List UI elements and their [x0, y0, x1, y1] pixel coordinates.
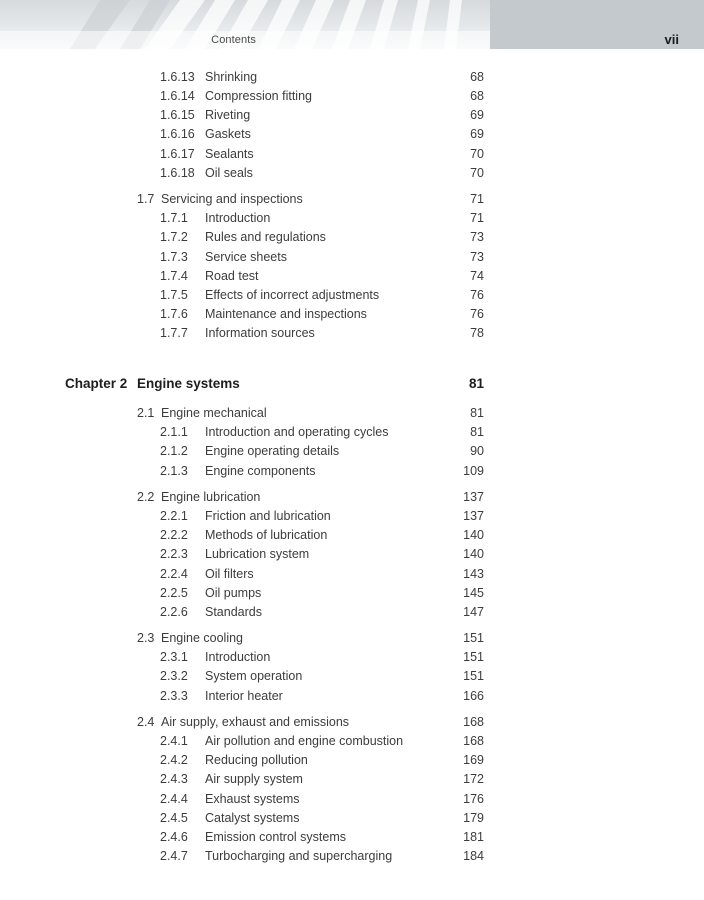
- toc-section: [0, 713, 704, 731]
- entry-page: 140: [463, 528, 484, 542]
- entry-title: Rules and regulations: [205, 230, 326, 244]
- entry-number: 2.2.4: [160, 567, 188, 581]
- entry-title: Standards: [205, 605, 262, 619]
- toc-entry: [0, 809, 704, 827]
- entry-page: 145: [463, 586, 484, 600]
- toc-entry: [0, 847, 704, 865]
- entry-title: Air pollution and engine combustion: [205, 734, 404, 748]
- entry-title: Lubrication system: [205, 547, 310, 561]
- entry-title: Emission control systems: [205, 830, 347, 844]
- entry-number: 2.4.1: [160, 734, 188, 748]
- entry-number: 1.6.13: [160, 70, 195, 84]
- entry-title: Sealants: [205, 147, 254, 161]
- entry-number: 2.1.3: [160, 464, 188, 478]
- entry-title: Exhaust systems: [205, 792, 300, 806]
- entry-page: 70: [470, 147, 484, 161]
- entry-page: 68: [470, 70, 484, 84]
- entry-page: 109: [463, 464, 484, 478]
- entry-page: 78: [470, 326, 484, 340]
- toc-entry: [0, 526, 704, 544]
- entry-number: 1.6.15: [160, 108, 195, 122]
- toc-entry: [0, 125, 704, 143]
- entry-number: 1.7.7: [160, 326, 188, 340]
- toc-entry: [0, 687, 704, 705]
- entry-title: Reducing pollution: [205, 753, 308, 767]
- entry-page: 69: [470, 127, 484, 141]
- entry-page: 70: [470, 166, 484, 180]
- entry-number: 2.1.1: [160, 425, 188, 439]
- entry-number: 2.2.6: [160, 605, 188, 619]
- toc-entry: [0, 565, 704, 583]
- toc-section: [0, 629, 704, 647]
- toc-entry: [0, 507, 704, 525]
- entry-number: 1.7.5: [160, 288, 188, 302]
- entry-page: 181: [463, 830, 484, 844]
- toc-section: [0, 190, 704, 208]
- toc-entry: [0, 667, 704, 685]
- entry-page: 74: [470, 269, 484, 283]
- section-title: Engine mechanical: [161, 406, 267, 420]
- entry-title: Maintenance and inspections: [205, 307, 367, 321]
- section-page: 151: [463, 631, 484, 645]
- section-title: Servicing and inspections: [161, 192, 303, 206]
- entry-number: 2.1.2: [160, 444, 188, 458]
- entry-page: 140: [463, 547, 484, 561]
- chapter-page: 81: [468, 376, 484, 391]
- entry-page: 172: [463, 772, 484, 786]
- toc-section: [0, 488, 704, 506]
- chapter-heading: [0, 374, 704, 394]
- entry-page: 151: [463, 669, 484, 683]
- entry-page: 151: [463, 650, 484, 664]
- entry-title: Turbocharging and supercharging: [205, 849, 393, 863]
- entry-number: 1.6.16: [160, 127, 195, 141]
- entry-title: Oil filters: [205, 567, 254, 581]
- entry-number: 1.7.3: [160, 250, 188, 264]
- entry-page: 69: [470, 108, 484, 122]
- toc-section: [0, 404, 704, 422]
- toc-entry: [0, 228, 704, 246]
- entry-title: Oil seals: [205, 166, 253, 180]
- toc-entry: [0, 87, 704, 105]
- entry-number: 2.3.3: [160, 689, 188, 703]
- entry-title: Service sheets: [205, 250, 287, 264]
- section-page: 168: [463, 715, 484, 729]
- section-page: 137: [463, 490, 484, 504]
- entry-title: System operation: [205, 669, 303, 683]
- entry-number: 2.2.3: [160, 547, 188, 561]
- toc-entry: [0, 106, 704, 124]
- entry-title: Riveting: [205, 108, 251, 122]
- entry-page: 166: [463, 689, 484, 703]
- entry-page: 81: [470, 425, 484, 439]
- entry-page: 68: [470, 89, 484, 103]
- entry-number: 2.4.7: [160, 849, 188, 863]
- entry-title: Effects of incorrect adjustments: [205, 288, 380, 302]
- entry-page: 179: [463, 811, 484, 825]
- entry-number: 2.4.3: [160, 772, 188, 786]
- entry-page: 176: [463, 792, 484, 806]
- entry-page: 73: [470, 250, 484, 264]
- entry-title: Introduction: [205, 650, 271, 664]
- toc-entry: [0, 648, 704, 666]
- toc-entry: [0, 305, 704, 323]
- entry-title: Catalyst systems: [205, 811, 300, 825]
- section-number: 1.7: [137, 192, 155, 206]
- entry-number: 2.4.5: [160, 811, 188, 825]
- toc-entry: [0, 248, 704, 266]
- entry-page: 147: [463, 605, 484, 619]
- entry-number: 2.4.2: [160, 753, 188, 767]
- entry-title: Engine operating details: [205, 444, 340, 458]
- entry-title: Oil pumps: [205, 586, 262, 600]
- entry-number: 2.4.4: [160, 792, 188, 806]
- entry-page: 76: [470, 307, 484, 321]
- toc-entry: [0, 732, 704, 750]
- entry-number: 1.7.6: [160, 307, 188, 321]
- entry-number: 2.2.5: [160, 586, 188, 600]
- entry-number: 2.3.1: [160, 650, 188, 664]
- entry-number: 2.4.6: [160, 830, 188, 844]
- entry-number: 2.2.1: [160, 509, 188, 523]
- toc-entry: [0, 267, 704, 285]
- entry-title: Road test: [205, 269, 259, 283]
- entry-title: Introduction: [205, 211, 271, 225]
- toc-entry: [0, 545, 704, 563]
- entry-page: 137: [463, 509, 484, 523]
- toc-entry: [0, 828, 704, 846]
- entry-title: Methods of lubrication: [205, 528, 328, 542]
- page-number: vii: [664, 32, 679, 47]
- entry-number: 1.6.14: [160, 89, 195, 103]
- toc-entry: [0, 68, 704, 86]
- entry-number: 2.3.2: [160, 669, 188, 683]
- toc-entry: [0, 324, 704, 342]
- entry-number: 1.7.2: [160, 230, 188, 244]
- toc-entry: [0, 770, 704, 788]
- section-number: 2.3: [137, 631, 155, 645]
- toc-entry: [0, 286, 704, 304]
- toc-entry: [0, 423, 704, 441]
- section-title: Air supply, exhaust and emissions: [161, 715, 350, 729]
- entry-title: Friction and lubrication: [205, 509, 331, 523]
- entry-title: Shrinking: [205, 70, 258, 84]
- entry-number: 1.7.4: [160, 269, 188, 283]
- section-page: 71: [470, 192, 484, 206]
- entry-page: 169: [463, 753, 484, 767]
- section-number: 2.2: [137, 490, 155, 504]
- toc-entry: [0, 790, 704, 808]
- toc-entry: [0, 442, 704, 460]
- running-title: Contents: [211, 34, 256, 46]
- entry-page: 90: [470, 444, 484, 458]
- toc-entry: [0, 751, 704, 769]
- toc-entry: [0, 603, 704, 621]
- toc-entry: [0, 584, 704, 602]
- entry-number: 1.7.1: [160, 211, 188, 225]
- section-page: 81: [470, 406, 484, 420]
- toc-entry: [0, 209, 704, 227]
- entry-page: 76: [470, 288, 484, 302]
- entry-page: 168: [463, 734, 484, 748]
- entry-title: Air supply system: [205, 772, 303, 786]
- toc-entry: [0, 462, 704, 480]
- entry-title: Introduction and operating cycles: [205, 425, 389, 439]
- entry-title: Information sources: [205, 326, 315, 340]
- toc-entry: [0, 145, 704, 163]
- entry-title: Gaskets: [205, 127, 251, 141]
- chapter-label: Chapter 2: [65, 376, 128, 391]
- entry-number: 1.6.17: [160, 147, 195, 161]
- section-title: Engine cooling: [161, 631, 244, 645]
- section-number: 2.4: [137, 715, 155, 729]
- entry-page: 184: [463, 849, 484, 863]
- entry-title: Compression fitting: [205, 89, 312, 103]
- entry-number: 2.2.2: [160, 528, 188, 542]
- toc-entry: [0, 164, 704, 182]
- entry-page: 71: [470, 211, 484, 225]
- entry-page: 73: [470, 230, 484, 244]
- section-number: 2.1: [137, 406, 155, 420]
- section-title: Engine lubrication: [161, 490, 261, 504]
- entry-title: Interior heater: [205, 689, 283, 703]
- entry-title: Engine components: [205, 464, 316, 478]
- chapter-title: Engine systems: [137, 376, 240, 391]
- entry-number: 1.6.18: [160, 166, 195, 180]
- entry-page: 143: [463, 567, 484, 581]
